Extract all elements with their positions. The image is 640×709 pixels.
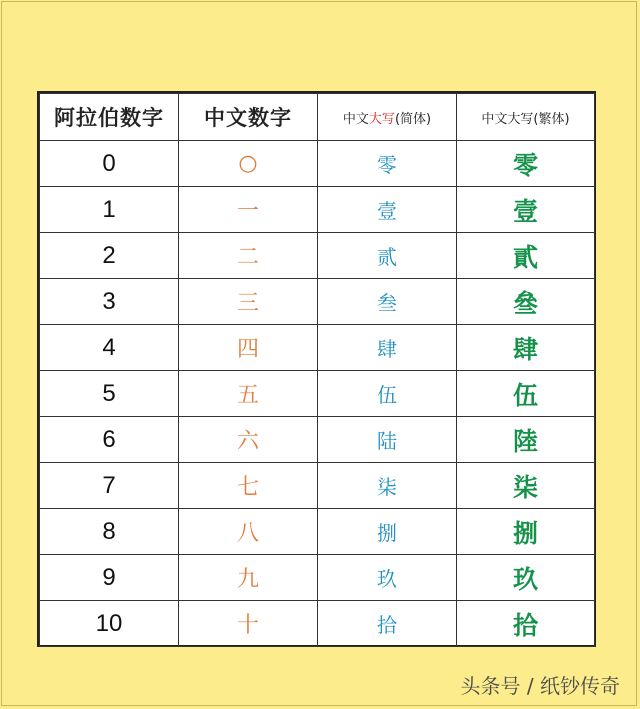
- table-row: [40, 233, 595, 279]
- header-traditional: 中文大写(繁体): [457, 94, 595, 141]
- cell-chinese: 六: [179, 417, 318, 463]
- cell-chinese: 八: [179, 509, 318, 555]
- cell-traditional: 玖: [457, 555, 595, 601]
- cell-traditional: 肆: [457, 325, 595, 371]
- cell-traditional: 拾: [457, 601, 595, 647]
- cell-arabic: 4: [40, 325, 179, 371]
- cell-arabic: 5: [40, 371, 179, 417]
- cell-arabic: 8: [40, 509, 179, 555]
- cell-simplified: 陆: [318, 417, 457, 463]
- cell-simplified: 伍: [318, 371, 457, 417]
- cell-simplified: 拾: [318, 601, 457, 647]
- cell-arabic: 0: [40, 141, 179, 187]
- table-row: [40, 279, 595, 325]
- cell-simplified: 叁: [318, 279, 457, 325]
- cell-traditional: 壹: [457, 187, 595, 233]
- cell-simplified: 捌: [318, 509, 457, 555]
- cell-traditional: 捌: [457, 509, 595, 555]
- header-simplified-highlight: 大写: [368, 111, 395, 127]
- header-simplified: [318, 94, 457, 141]
- table-row: [40, 555, 595, 601]
- table-row: [40, 417, 595, 463]
- cell-chinese: 九: [179, 555, 318, 601]
- header-arabic: 阿拉伯数字: [40, 94, 179, 141]
- cell-traditional: 伍: [457, 371, 595, 417]
- cell-simplified: 玖: [318, 555, 457, 601]
- table-row: [40, 141, 595, 187]
- cell-chinese: 四: [179, 325, 318, 371]
- cell-simplified: 柒: [318, 463, 457, 509]
- cell-chinese: ○: [179, 141, 318, 187]
- table-row: [40, 371, 595, 417]
- table-row: [40, 601, 595, 647]
- cell-arabic: 7: [40, 463, 179, 509]
- cell-simplified: 肆: [318, 325, 457, 371]
- cell-chinese: 三: [179, 279, 318, 325]
- numerals-table: [37, 91, 596, 647]
- header-chinese: 中文数字: [179, 94, 318, 141]
- cell-arabic: 3: [40, 279, 179, 325]
- cell-simplified: 零: [318, 141, 457, 187]
- numerals-table-grid: [39, 93, 595, 647]
- cell-traditional: 貳: [457, 233, 595, 279]
- cell-arabic: 9: [40, 555, 179, 601]
- cell-simplified: 贰: [318, 233, 457, 279]
- cell-traditional: 陸: [457, 417, 595, 463]
- table-row: [40, 463, 595, 509]
- cell-traditional: 柒: [457, 463, 595, 509]
- header-simplified-prefix: 中文: [342, 111, 369, 127]
- table-row: [40, 509, 595, 555]
- table-row: [40, 187, 595, 233]
- watermark: 头条号 / 纸钞传奇: [460, 674, 620, 698]
- cell-arabic: 6: [40, 417, 179, 463]
- cell-traditional: 叄: [457, 279, 595, 325]
- cell-chinese: 一: [179, 187, 318, 233]
- cell-traditional: 零: [457, 141, 595, 187]
- cell-arabic: 10: [40, 601, 179, 647]
- table-row: [40, 325, 595, 371]
- cell-chinese: 二: [179, 233, 318, 279]
- table-header-row: [40, 94, 595, 141]
- cell-simplified: 壹: [318, 187, 457, 233]
- cell-chinese: 十: [179, 601, 318, 647]
- cell-arabic: 2: [40, 233, 179, 279]
- cell-chinese: 七: [179, 463, 318, 509]
- cell-arabic: 1: [40, 187, 179, 233]
- header-simplified-suffix: (简体): [394, 111, 432, 127]
- cell-chinese: 五: [179, 371, 318, 417]
